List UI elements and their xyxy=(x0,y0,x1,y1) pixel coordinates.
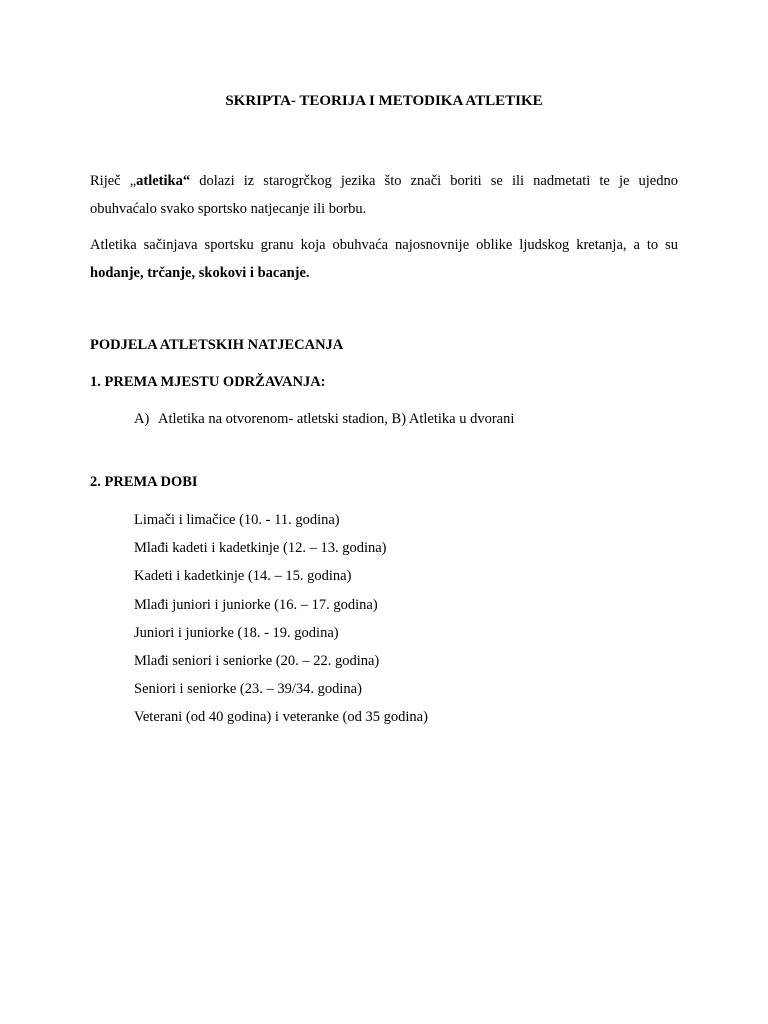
section-heading: PODJELA ATLETSKIH NATJECANJA xyxy=(90,337,344,353)
list-item: Kadeti i kadetkinje (14. – 15. godina) xyxy=(134,568,352,585)
intro-p1-bold-term: atletika“ xyxy=(136,173,191,189)
intro-p1-pre: Riječ „ xyxy=(90,173,137,189)
section-2-heading: 2. PREMA DOBI xyxy=(90,474,198,490)
intro-paragraph-1 xyxy=(90,167,678,223)
list-item: Veterani (od 40 godina) i veteranke (od 35 godina) xyxy=(134,709,428,726)
section-1-heading: 1. PREMA MJESTU ODRŽAVANJA: xyxy=(90,374,326,390)
section-1-item-letter: A) xyxy=(134,411,150,427)
list-item: Juniori i juniorke (18. - 19. godina) xyxy=(134,624,339,641)
document-title: SKRIPTA- TEORIJA I METODIKA ATLETIKE xyxy=(225,93,543,109)
section-1-item xyxy=(134,411,514,428)
list-item: Seniori i seniorke (23. – 39/34. godina) xyxy=(134,681,362,698)
list-item: Mlađi seniori i seniorke (20. – 22. godina) xyxy=(134,652,380,669)
intro-paragraph-2-line-1: Atletika sačinjava sportsku granu koja obuhvaća najosnovnije oblike ljudskog kretanja, a to su xyxy=(90,237,678,253)
intro-paragraph-2 xyxy=(90,231,678,287)
intro-p2-bold-list: hodanje, trčanje, skokovi i bacanje. xyxy=(90,265,310,281)
intro-paragraph-2-line-2 xyxy=(90,259,678,287)
intro-paragraph-1-line-2: obuhvaćalo svako sportsko natjecanje ili borbu. xyxy=(90,201,367,217)
list-item: Limači i limačice (10. - 11. godina) xyxy=(134,512,340,528)
intro-p1-post: dolazi iz starogrčkog jezika što znači boriti se ili nadmetati te je ujedno xyxy=(190,173,678,189)
section-1-item-text: Atletika na otvorenom- atletski stadion, B) Atletika u dvorani xyxy=(158,411,515,427)
age-category-list xyxy=(134,509,428,735)
intro-paragraph-1-line-1 xyxy=(90,167,678,195)
list-item: Mlađi kadeti i kadetkinje (12. – 13. godina) xyxy=(134,540,387,557)
list-item: Mlađi juniori i juniorke (16. – 17. godina) xyxy=(134,596,378,613)
